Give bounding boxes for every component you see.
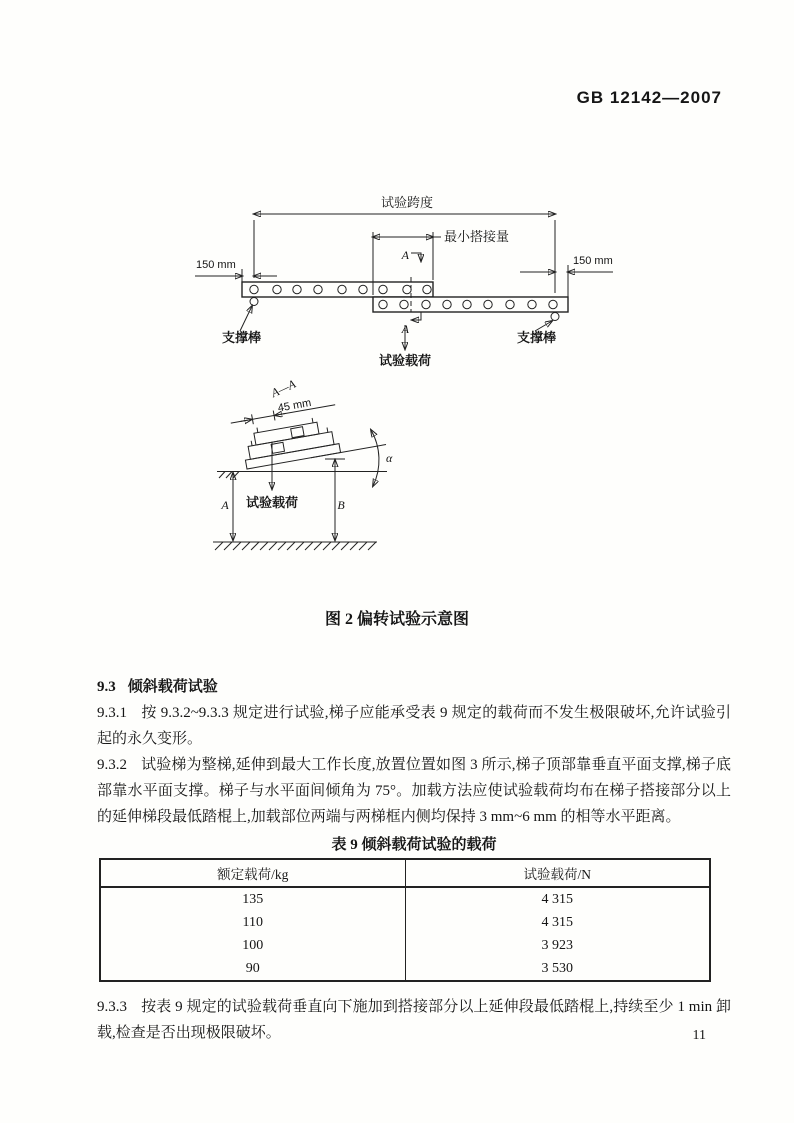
paragraph-9-3-3 xyxy=(97,994,731,1046)
cell-rated-load: 110 xyxy=(242,914,263,930)
support-right-label: 支撑棒 xyxy=(517,330,557,345)
section-9-3-heading xyxy=(97,674,731,700)
support-left-label: 支撑棒 xyxy=(222,330,262,345)
table9-title: 表 9 倾斜载荷试验的载荷 xyxy=(331,837,497,853)
width-dim-label: 45 mm xyxy=(276,396,313,415)
overlap-label: 最小搭接量 xyxy=(444,229,510,244)
section-mark-top-label: A xyxy=(401,248,409,262)
paragraph-number: 9.3.3 xyxy=(97,999,127,1015)
support-rod-right xyxy=(551,313,559,321)
support-rod-left xyxy=(250,298,258,306)
cell-rated-load: 135 xyxy=(242,891,264,907)
ground-hatching xyxy=(213,542,377,550)
section-view-label: A—A xyxy=(268,376,298,401)
cell-test-load: 3 923 xyxy=(405,934,710,957)
angle-label: α xyxy=(386,451,393,465)
page-number: 11 xyxy=(692,1028,706,1043)
load-label-2: 试验载荷 xyxy=(245,495,299,510)
cell-test-load: 3 530 xyxy=(405,957,710,981)
width-45mm-dimension xyxy=(229,393,336,428)
left-offset-dimension xyxy=(195,259,277,282)
right-offset-dimension xyxy=(520,255,613,297)
col-header-rated-load: 额定载荷/kg xyxy=(100,859,405,887)
body-text xyxy=(97,674,731,1046)
cell-rated-load: 100 xyxy=(242,937,264,953)
table-row xyxy=(100,934,710,957)
left-offset-label: 150 mm xyxy=(196,259,236,271)
figure2-top-view-diagram xyxy=(175,192,630,372)
load-label: 试验载荷 xyxy=(378,353,432,368)
span-dimension xyxy=(254,195,555,293)
table-row xyxy=(100,887,710,911)
table-row xyxy=(100,957,710,981)
ladder-sections-drawing xyxy=(242,282,568,321)
paragraph-number: 9.3.2 xyxy=(97,757,127,773)
dim-b-label: B xyxy=(337,498,345,512)
col-header-test-load: 试验载荷/N xyxy=(405,859,710,887)
section-mark-bottom-label: A xyxy=(401,322,409,336)
paragraph-text: 试验梯为整梯,延伸到最大工作长度,放置位置如图 3 所示,梯子顶部靠垂直平面支撑,梯子底部靠水平面支撑。梯子与水平面间倾角为 75°。加载方法应使试验载荷均布在梯子搭接部分以上的延伸梯段最低踏棍上,加载部位两端与两梯框内侧均保持 3 mm~6 mm 的相等水平距离。 xyxy=(97,757,731,825)
dim-a-label: A xyxy=(221,498,229,512)
angle-alpha-annotation xyxy=(371,430,393,486)
test-load-annotation xyxy=(379,325,431,368)
figure2-section-view-diagram xyxy=(205,372,405,567)
paragraph-9-3-2 xyxy=(97,752,731,830)
plane-hatch-marks xyxy=(219,472,239,479)
right-offset-label: 150 mm xyxy=(573,255,613,267)
table-row xyxy=(100,911,710,934)
paragraph-number: 9.3.1 xyxy=(97,705,127,721)
paragraph-9-3-1 xyxy=(97,700,731,752)
cell-test-load: 4 315 xyxy=(405,911,710,934)
paragraph-text: 按 9.3.2~9.3.3 规定进行试验,梯子应能承受表 9 规定的载荷而不发生极限破坏,允许试验引起的永久变形。 xyxy=(97,705,731,747)
height-a-dimension xyxy=(220,473,233,540)
paragraph-text: 按表 9 规定的试验载荷垂直向下施加到搭接部分以上延伸段最低踏棍上,持续至少 1 min 卸载,检查是否出现极限破坏。 xyxy=(97,999,731,1041)
section-title: 倾斜载荷试验 xyxy=(127,679,218,695)
cell-rated-load: 90 xyxy=(245,960,260,976)
section-number: 9.3 xyxy=(97,679,116,695)
standard-number: GB 12142—2007 xyxy=(576,88,722,107)
cell-test-load: 4 315 xyxy=(405,887,710,911)
table-header-row xyxy=(100,859,710,887)
figure-caption: 图 2 偏转试验示意图 xyxy=(324,611,469,628)
span-label: 试验跨度 xyxy=(380,195,434,210)
table9 xyxy=(99,858,711,982)
